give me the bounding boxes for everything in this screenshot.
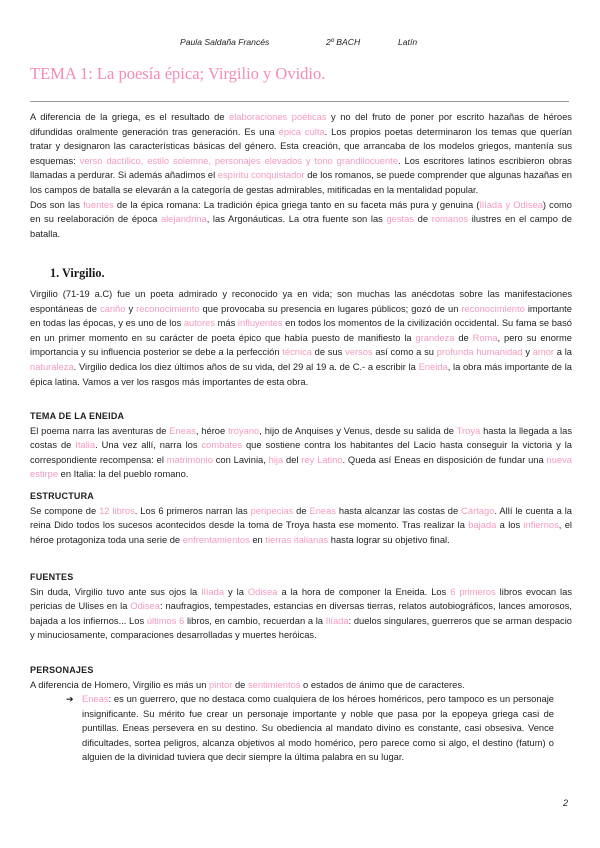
text-run: , las Argonáuticas. La otra fuente son las xyxy=(206,214,387,225)
text-run: . Los propios poetas determinaron los temas que querían tratar y designaron las características básicas del género. Esta creación, que arrancaba de los modelos griegos, mantenía sus esquemas: xyxy=(30,126,572,166)
highlighted-term: amor xyxy=(532,347,555,358)
highlighted-term: técnica xyxy=(282,347,312,358)
highlighted-term: fuentes xyxy=(83,199,114,210)
text-run: hasta lograr su objetivo final. xyxy=(328,534,450,545)
text-run: en xyxy=(249,534,266,545)
text-run: que provocaba su presencia en lugares públicos; gozó de un xyxy=(199,303,462,314)
text-run: y la xyxy=(224,586,248,597)
subheading-tema: TEMA DE LA ENEIDA xyxy=(30,411,125,421)
text-run: Sin duda, Virgilio tuvo ante sus ojos la xyxy=(30,586,202,597)
text-run: a la xyxy=(554,347,572,358)
highlighted-term: cariño xyxy=(99,303,126,314)
highlighted-term: elaboraciones poéticas xyxy=(229,112,327,122)
personajes-paragraph xyxy=(30,678,572,693)
text-run: más xyxy=(215,318,238,329)
highlighted-term: autores xyxy=(183,318,216,329)
highlighted-term: sentimientos xyxy=(247,679,301,690)
highlighted-term: Eneas xyxy=(169,425,196,436)
highlighted-term: 6 primeros xyxy=(450,586,496,597)
highlighted-term: verso dactílico, estilo solemne, personajes elevados y tono grandilocuente xyxy=(79,155,398,166)
text-run: . Los escritores latinos escribieron obras llamadas a perdurar. Si además añadimos el xyxy=(30,155,572,181)
text-run: : naufragios, tempestades, estancias en diversas tierras, relatos autobiográficos, lances amorosos, bajada a los infiernos... Los xyxy=(30,601,572,626)
text-run: , pero su enorme importancia y su influencia posterior se debe a la perfección xyxy=(30,332,572,358)
text-run: : es un guerrero, que no destaca como cualquiera de los héroes homéricos, pero tampoco es un personaje insignificante. Su mérito fue crear un personaje importante y noble que pasa por la epopeya griega casi de puntillas. Eneas persevera en su destino. Su obediencia al mandato divino es constante, casi obsesiva. Vence dificultades, sortea peligros, alcanza objetivos al modo homérico, pero parece como si algo, el destino (fatum) o alguien de la divinidad tuviera que decir siempre la última palabra en su lugar. xyxy=(82,694,554,763)
text-run: , hijo de Anquises y Venus, desde su salida de xyxy=(259,425,457,436)
text-run: libros, en cambio, recuerdan a la xyxy=(184,615,326,626)
highlighted-term: hija xyxy=(268,454,284,465)
fuentes-section xyxy=(30,570,572,643)
text-run: a los xyxy=(496,520,524,531)
highlighted-term: profunda humanidad xyxy=(436,347,523,358)
highlighted-term: Cártago xyxy=(461,505,495,516)
intro-paragraph-1 xyxy=(30,110,572,198)
text-run: : duelos singulares, guerreros que se arman despacio y minuciosamente, comparaciones desarrolladas y muertes heróicas. xyxy=(30,615,573,641)
highlighted-term: romanos xyxy=(431,214,469,225)
text-run: , la obra más importante de la épica latina. Vamos a ver los rasgos más importantes de esta obra. xyxy=(30,361,572,387)
highlighted-term: versos xyxy=(345,347,373,358)
highlighted-term: Troya xyxy=(456,425,481,436)
text-run: . Los 6 primeros narran las xyxy=(134,505,251,516)
highlighted-term: rey Latino xyxy=(301,454,343,465)
tema-paragraph xyxy=(30,424,572,482)
text-run: . Virgilio dedica los diez últimos años de su vida, del 29 al 19 a. de C.- a escribir la xyxy=(73,361,419,372)
highlighted-term: Ilíada y Odisea xyxy=(479,199,543,210)
text-run: importante en todas las épocas, y es uno de los xyxy=(30,303,572,329)
text-run: ) como en su reelaboración de época xyxy=(30,199,572,225)
text-run: de xyxy=(414,214,432,225)
highlighted-term: Odisea xyxy=(247,586,278,597)
text-run: . Allí le cuenta a la reina Dido todos los sucesos acontecidos desde la toma de Troya hasta ese momento. Tras realizar la xyxy=(30,505,572,531)
subheading-personajes: PERSONAJES xyxy=(30,665,94,675)
text-run: . Una vez allí, narra los xyxy=(95,440,202,451)
text-run: libros evocan las pericias de Ulises en la xyxy=(30,586,572,612)
tema-section xyxy=(30,409,572,482)
text-run: y xyxy=(125,303,137,314)
subheading-estructura: ESTRUCTURA xyxy=(30,491,94,501)
text-run: o estados de ánimo que de caracteres. xyxy=(300,679,465,690)
highlighted-term: Eneida xyxy=(418,361,448,372)
highlighted-term: Eneas xyxy=(82,694,109,704)
text-run: y no del fruto de poner por escrito hazañas de héroes difundidas oralmente generación tras generación. Es una xyxy=(30,112,572,137)
virgilio-section xyxy=(30,287,572,389)
highlighted-term: reconocimiento xyxy=(136,303,200,314)
highlighted-term: 12 libros xyxy=(99,505,135,516)
highlighted-term: enfrentamientos xyxy=(182,534,250,545)
text-run: A diferencia de Homero, Virgilio es más un xyxy=(30,679,210,690)
header-author: Paula Saldaña Francés xyxy=(180,37,270,47)
header-course: 2º BACH xyxy=(326,37,361,47)
text-run: A diferencia de la griega, es el resultado de xyxy=(30,112,230,122)
eneas-bullet-item xyxy=(82,692,554,765)
highlighted-term: Roma xyxy=(472,332,498,343)
text-run: Se compone de xyxy=(30,505,100,516)
highlighted-term: combates xyxy=(201,440,242,451)
highlighted-term: pintor xyxy=(209,679,233,690)
highlighted-term: nueva estirpe xyxy=(30,454,572,480)
text-run: y xyxy=(522,347,533,358)
text-run: , el héroe protagoniza toda una serie de xyxy=(30,520,572,545)
header-subject: Latín xyxy=(398,37,418,47)
highlighted-term: Italia xyxy=(75,440,96,451)
text-run: de los romanos, se puede comprender que algunas hazañas en los campos de batalla se elevarán a la categoría de gestas admirables, mitificadas en la mentalidad popular. xyxy=(30,170,573,195)
highlighted-term: gestas xyxy=(386,214,415,225)
highlighted-term: Eneas xyxy=(309,505,336,516)
virgilio-paragraph xyxy=(30,287,572,389)
highlighted-term: Ilíada xyxy=(201,586,225,597)
subheading-fuentes: FUENTES xyxy=(30,572,74,582)
estructura-paragraph xyxy=(30,504,572,548)
highlighted-term: influyentes xyxy=(237,318,283,329)
text-run: ilustres en el campo de batalla. xyxy=(30,214,572,239)
text-run: que sostiene contra los habitantes del Lacio hasta conseguir la victoria y la correspondiente recompensa: el xyxy=(30,440,572,465)
intro-paragraph-2 xyxy=(30,198,572,242)
highlighted-term: matrimonio xyxy=(166,454,213,465)
highlighted-term: grandeza xyxy=(415,332,455,343)
text-run: Virgilio (71-19 a.C) fue un poeta admirado y reconocido ya en vida; son muchas las anécdotas sobre las manifestaciones espontáneas de xyxy=(30,289,572,314)
highlighted-term: espíritu conquistador xyxy=(217,170,305,181)
text-run: con Lavinia, xyxy=(212,454,269,465)
text-run: en todos los momentos de la civilización occidental. Su fama se basó en un primer momento en su carácter de poeta épico que había puesto de manifiesto la xyxy=(30,318,572,343)
text-run: Dos son las xyxy=(30,199,84,210)
highlighted-term: peripecias xyxy=(250,505,294,516)
highlighted-term: alejandrina xyxy=(160,214,207,225)
section-heading-virgilio: 1. Virgilio. xyxy=(50,266,105,280)
highlighted-term: épica culta xyxy=(278,126,325,137)
intro-section xyxy=(30,110,572,241)
text-run: El poema narra las aventuras de xyxy=(30,425,170,436)
text-run: , héroe xyxy=(195,425,229,436)
text-run: de la épica romana: La tradición épica griega tanto en su faceta más pura y genuina ( xyxy=(113,199,480,210)
highlighted-term: troyano xyxy=(228,425,260,436)
text-run: a la hora de componer la Eneida. Los xyxy=(277,586,451,597)
text-run: de xyxy=(454,332,473,343)
highlighted-term: tierras italianas xyxy=(265,534,329,545)
highlighted-term: naturaleza xyxy=(30,361,74,372)
text-run: así como a su xyxy=(372,347,437,358)
highlighted-term: Ilíada xyxy=(325,615,349,626)
highlighted-term: reconocimiento xyxy=(461,303,525,314)
text-run: de xyxy=(293,505,310,516)
text-run: de sus xyxy=(311,347,346,358)
text-run: del xyxy=(283,454,302,465)
text-run: hasta alcanzar las costas de xyxy=(335,505,462,516)
page-number: 2 xyxy=(563,798,569,808)
arrow-bullet-icon: ➔ xyxy=(66,694,74,704)
highlighted-term: infiernos xyxy=(523,520,559,531)
fuentes-paragraph xyxy=(30,585,572,643)
highlighted-term: bajada xyxy=(468,520,497,531)
text-run: en Italia: la del pueblo romano. xyxy=(58,469,189,480)
text-run: de xyxy=(232,679,248,690)
text-run: . Queda así Eneas en disposición de fundar una xyxy=(342,454,547,465)
page-title: TEMA 1: La poesía épica; Virgilio y Ovidio. xyxy=(30,64,326,83)
title-divider xyxy=(30,101,569,102)
text-run: hasta la llegada a las costas de xyxy=(30,425,573,451)
personajes-section xyxy=(30,663,572,692)
estructura-section xyxy=(30,489,572,547)
highlighted-term: últimos 6 xyxy=(146,615,185,626)
highlighted-term: Odisea xyxy=(130,601,160,612)
